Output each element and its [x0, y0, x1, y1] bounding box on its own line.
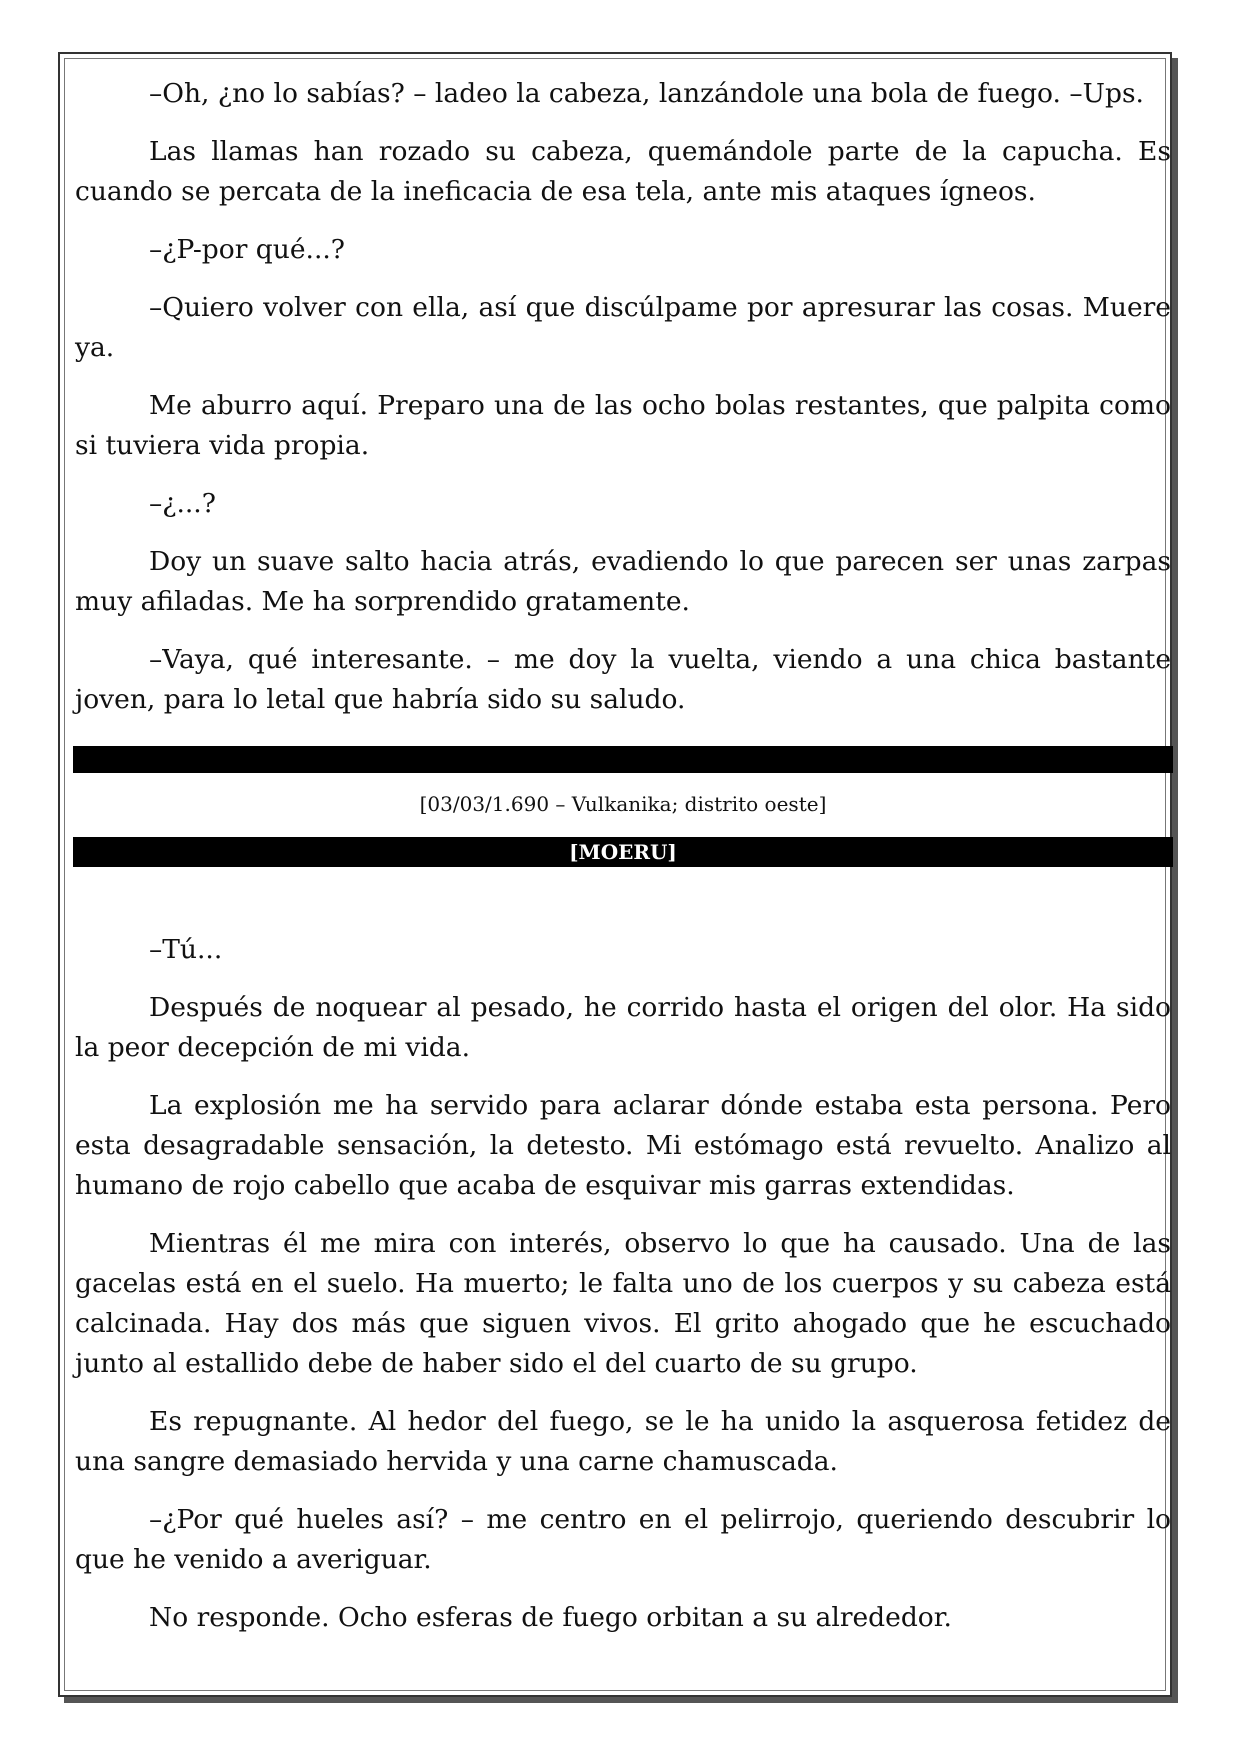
paragraph: Las llamas han rozado su cabeza, quemándole parte de la capucha. Es cuando se percata de la ineficacia de esa tela, ante mis ataques ígneos. [75, 136, 1171, 207]
paragraph: Después de noquear al pesado, he corrido hasta el origen del olor. Ha sido la peor decepción de mi vida. [75, 992, 1171, 1063]
text-block-second [75, 930, 1171, 1656]
text-block-first [75, 74, 1171, 738]
paragraph: Me aburro aquí. Preparo una de las ocho bolas restantes, que palpita como si tuviera vida propia. [75, 390, 1171, 461]
paragraph: No responde. Ocho esferas de fuego orbitan a su alrededor. [149, 1602, 952, 1633]
paragraph: –¿...? [149, 488, 216, 519]
page-frame [58, 52, 1172, 1697]
scene-divider-bar [73, 746, 1173, 773]
paragraph: –Tú... [149, 934, 223, 965]
paragraph: Doy un suave salto hacia atrás, evadiendo lo que parecen ser unas zarpas muy afiladas. Me ha sorprendido gratamente. [75, 546, 1171, 617]
scene-header: [03/03/1.690 – Vulkanika; distrito oeste] [419, 792, 827, 816]
paragraph: –Oh, ¿no lo sabías? – ladeo la cabeza, lanzándole una bola de fuego. –Ups. [149, 78, 1144, 109]
paragraph: Es repugnante. Al hedor del fuego, se le ha unido la asquerosa fetidez de una sangre demasiado hervida y una carne chamuscada. [75, 1406, 1171, 1477]
paragraph: La explosión me ha servido para aclarar dónde estaba esta persona. Pero esta desagradable sensación, la detesto. Mi estómago está revuelto. Analizo al humano de rojo cabello que acaba de esquivar mis garras extendidas. [75, 1090, 1171, 1201]
paragraph: –¿Por qué hueles así? – me centro en el pelirrojo, queriendo descubrir lo que he venido a averiguar. [75, 1504, 1171, 1575]
character-name-bar: [MOERU] [73, 837, 1173, 867]
paragraph: –Quiero volver con ella, así que discúlpame por apresurar las cosas. Muere ya. [75, 292, 1171, 363]
paragraph: –¿P-por qué...? [149, 234, 345, 265]
paragraph: –Vaya, qué interesante. – me doy la vuelta, viendo a una chica bastante joven, para lo letal que habría sido su saludo. [75, 644, 1171, 715]
paragraph: Mientras él me mira con interés, observo lo que ha causado. Una de las gacelas está en el suelo. Ha muerto; le falta uno de los cuerpos y su cabeza está calcinada. Hay dos más que siguen vivos. El grito ahogado que he escuchado junto al estallido debe de haber sido el del cuarto de su grupo. [75, 1228, 1171, 1379]
